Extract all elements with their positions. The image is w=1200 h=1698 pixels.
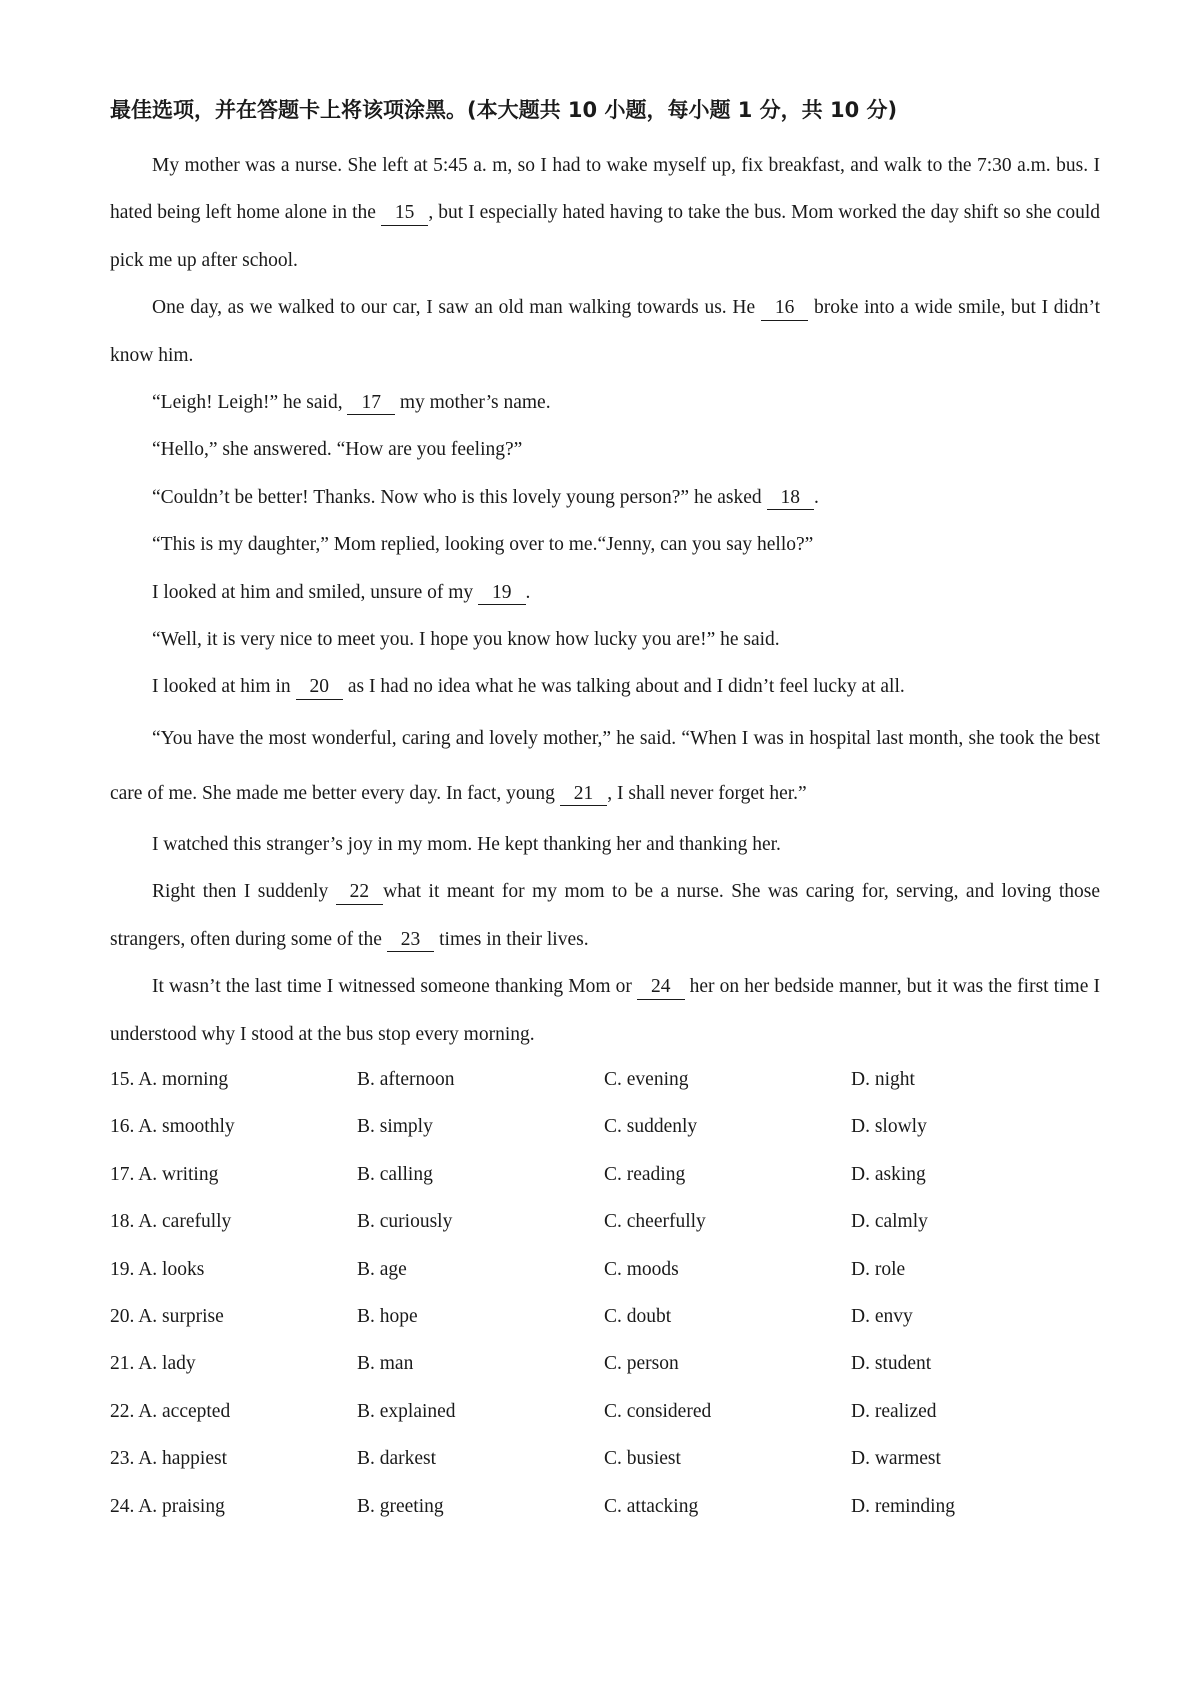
- option-22-c[interactable]: [604, 1388, 851, 1435]
- option-label: B. man: [357, 1353, 414, 1375]
- option-23-d[interactable]: [851, 1435, 1098, 1482]
- option-label: B. curiously: [357, 1211, 453, 1233]
- question-number: 18.: [110, 1211, 135, 1233]
- option-label: C. moods: [604, 1258, 679, 1280]
- option-22-b[interactable]: [357, 1388, 604, 1435]
- option-label: D. warmest: [851, 1448, 941, 1470]
- passage-paragraph: [110, 569, 1100, 616]
- option-label: B. darkest: [357, 1448, 437, 1470]
- option-label: D. calmly: [851, 1211, 928, 1233]
- option-17-b[interactable]: [357, 1151, 604, 1198]
- option-18-a[interactable]: [110, 1198, 357, 1245]
- option-20-b[interactable]: [357, 1293, 604, 1340]
- option-20-a[interactable]: [110, 1293, 357, 1340]
- question-number: 19.: [110, 1258, 135, 1280]
- passage-text: One day, as we walked to our car, I saw an old man walking towards us. He: [152, 297, 761, 319]
- option-label: B. hope: [357, 1305, 418, 1327]
- question-number: 20.: [110, 1305, 135, 1327]
- option-label: A. carefully: [138, 1211, 232, 1233]
- passage-text: “Well, it is very nice to meet you. I hope you know how lucky you are!” he said.: [152, 629, 780, 651]
- option-label: D. night: [851, 1069, 915, 1090]
- option-19-b[interactable]: [357, 1246, 604, 1293]
- question-row-17: [110, 1151, 1100, 1198]
- option-label: D. realized: [851, 1400, 937, 1422]
- option-16-d[interactable]: [851, 1103, 1098, 1150]
- option-label: B. simply: [357, 1116, 433, 1138]
- question-row-24: [110, 1483, 1100, 1530]
- passage-text: as I had no idea what he was talking about and I didn’t feel lucky at all.: [343, 676, 905, 698]
- option-label: C. attacking: [604, 1495, 699, 1517]
- question-number: 17.: [110, 1163, 135, 1185]
- section-instruction: 最佳选项，并在答题卡上将该项涂黑。(本大题共 10 小题，每小题 1 分，共 10 分): [110, 98, 898, 122]
- option-16-b[interactable]: [357, 1103, 604, 1150]
- option-23-b[interactable]: [357, 1435, 604, 1482]
- passage-paragraph: [110, 142, 1100, 284]
- passage-text: my mother’s name.: [394, 392, 551, 414]
- option-22-a[interactable]: [110, 1388, 357, 1435]
- passage-paragraph: [110, 426, 1100, 473]
- option-23-a[interactable]: [110, 1435, 357, 1482]
- option-15-b[interactable]: [357, 1056, 604, 1103]
- passage-text: I watched this stranger’s joy in my mom. He kept thanking her and thanking her.: [152, 833, 781, 855]
- option-label: A. accepted: [138, 1400, 231, 1422]
- option-21-c[interactable]: [604, 1340, 851, 1387]
- option-16-a[interactable]: [110, 1103, 357, 1150]
- option-label: D. slowly: [851, 1116, 927, 1138]
- option-19-c[interactable]: [604, 1246, 851, 1293]
- option-label: D. role: [851, 1258, 906, 1280]
- question-number: 22.: [110, 1400, 135, 1422]
- passage-text: “You have the most wonderful, caring and lovely mother,” he said. “When I was in hospital last month, she took the best care of me. She made me better every day. In fact, young: [110, 727, 1100, 804]
- option-24-c[interactable]: [604, 1483, 851, 1530]
- option-21-a[interactable]: [110, 1340, 357, 1387]
- option-label: A. lady: [138, 1353, 196, 1375]
- question-row-19: [110, 1246, 1100, 1293]
- option-18-b[interactable]: [357, 1198, 604, 1245]
- passage-text: times in their lives.: [434, 928, 589, 950]
- option-label: D. envy: [851, 1305, 913, 1327]
- passage-paragraph: [110, 868, 1100, 963]
- question-row-20: [110, 1293, 1100, 1340]
- option-21-d[interactable]: [851, 1340, 1098, 1387]
- passage-text: Right then I suddenly: [152, 881, 336, 903]
- option-15-c[interactable]: [604, 1056, 851, 1103]
- option-22-d[interactable]: [851, 1388, 1098, 1435]
- option-18-d[interactable]: [851, 1198, 1098, 1245]
- passage-paragraph: [110, 663, 1100, 710]
- passage-paragraph: [110, 821, 1100, 868]
- question-number: 15.: [110, 1069, 135, 1090]
- option-label: B. greeting: [357, 1495, 444, 1517]
- option-label: A. writing: [138, 1163, 219, 1185]
- option-label: B. explained: [357, 1400, 456, 1422]
- option-23-c[interactable]: [604, 1435, 851, 1482]
- option-20-c[interactable]: [604, 1293, 851, 1340]
- option-label: A. looks: [138, 1258, 205, 1280]
- option-label: D. student: [851, 1353, 932, 1375]
- passage-text: I looked at him and smiled, unsure of my: [152, 581, 479, 603]
- passage-text: My mother was a nurse. She left at 5:45 a. m, so I had to wake myself up, fix breakfast, and walk to the 7:30 a.m. bus. I hated being left home alone in the: [110, 155, 1100, 224]
- passage-text: , but I especially hated having to take the bus. Mom worked the day shift so she could pick me up after school.: [110, 202, 1100, 271]
- passage-paragraph: [110, 616, 1100, 663]
- option-label: C. cheerfully: [604, 1211, 706, 1233]
- option-label: C. doubt: [604, 1305, 672, 1327]
- option-label: A. surprise: [138, 1305, 224, 1327]
- passage-text: what it meant for my mom to be a nurse. She was caring for, serving, and loving those strangers, often during some of the: [110, 881, 1100, 950]
- option-label: C. person: [604, 1353, 679, 1375]
- passage-text: “Leigh! Leigh!” he said,: [152, 392, 348, 414]
- passage-text: .: [814, 486, 819, 508]
- option-label: A. smoothly: [138, 1116, 235, 1138]
- passage-text: “Hello,” she answered. “How are you feeling?”: [152, 439, 523, 461]
- option-15-d[interactable]: [851, 1056, 1098, 1103]
- question-number: 24.: [110, 1495, 135, 1517]
- option-label: B. age: [357, 1258, 407, 1280]
- passage-text: her on her bedside manner, but it was the first time I understood why I stood at the bus stop every morning.: [110, 976, 1100, 1045]
- passage-paragraph: [110, 521, 1100, 568]
- question-number: 21.: [110, 1353, 135, 1375]
- option-label: C. reading: [604, 1163, 686, 1185]
- passage-text: I looked at him in: [152, 676, 296, 698]
- option-19-d[interactable]: [851, 1246, 1098, 1293]
- passage-text: It wasn’t the last time I witnessed someone thanking Mom or: [152, 976, 638, 998]
- question-row-18: [110, 1198, 1100, 1245]
- passage-text: .: [525, 581, 531, 603]
- answer-options: [110, 1056, 1100, 1530]
- blank-16: 16: [761, 297, 809, 320]
- passage-text: , I shall never forget her.”: [607, 782, 807, 804]
- option-16-c[interactable]: [604, 1103, 851, 1150]
- question-row-21: [110, 1340, 1100, 1387]
- option-24-b[interactable]: [357, 1483, 604, 1530]
- question-row-15: [110, 1056, 1100, 1103]
- blank-18: 18: [767, 487, 815, 510]
- passage-paragraph: [110, 474, 1100, 521]
- option-label: C. evening: [604, 1069, 689, 1090]
- passage-paragraph: [110, 963, 1100, 1058]
- question-number: 16.: [110, 1116, 135, 1138]
- option-label: A. praising: [138, 1495, 225, 1517]
- blank-19: 19: [478, 582, 526, 605]
- passage-paragraph: [110, 284, 1100, 379]
- option-21-b[interactable]: [357, 1340, 604, 1387]
- option-label: B. afternoon: [357, 1069, 455, 1090]
- blank-15: 15: [381, 202, 429, 225]
- option-17-c[interactable]: [604, 1151, 851, 1198]
- option-17-a[interactable]: [110, 1151, 357, 1198]
- option-label: A. morning: [138, 1069, 229, 1090]
- option-15-a[interactable]: [110, 1056, 357, 1103]
- option-19-a[interactable]: [110, 1246, 357, 1293]
- blank-24: 24: [637, 976, 685, 999]
- blank-20: 20: [296, 676, 344, 699]
- passage-paragraph: [110, 379, 1100, 426]
- option-label: C. suddenly: [604, 1116, 698, 1138]
- blank-23: 23: [387, 929, 435, 952]
- option-24-d[interactable]: [851, 1483, 1098, 1530]
- option-label: D. reminding: [851, 1495, 955, 1517]
- passage-text: “This is my daughter,” Mom replied, looking over to me.“Jenny, can you say hello?”: [152, 534, 814, 556]
- question-number: 23.: [110, 1448, 135, 1470]
- question-row-16: [110, 1103, 1100, 1150]
- option-label: D. asking: [851, 1163, 926, 1185]
- question-row-22: [110, 1388, 1100, 1435]
- option-18-c[interactable]: [604, 1198, 851, 1245]
- passage-text: “Couldn’t be better! Thanks. Now who is this lovely young person?” he asked: [152, 486, 767, 508]
- cloze-passage: [110, 142, 1100, 1058]
- passage-text: broke into a wide smile, but I didn’t know him.: [110, 297, 1101, 366]
- option-label: B. calling: [357, 1163, 433, 1185]
- blank-22: 22: [336, 881, 384, 904]
- blank-17: 17: [347, 392, 395, 415]
- blank-21: 21: [560, 783, 608, 806]
- option-17-d[interactable]: [851, 1151, 1098, 1198]
- option-label: A. happiest: [138, 1448, 228, 1470]
- question-row-23: [110, 1435, 1100, 1482]
- option-label: C. considered: [604, 1400, 712, 1422]
- option-24-a[interactable]: [110, 1483, 357, 1530]
- option-20-d[interactable]: [851, 1293, 1098, 1340]
- option-label: C. busiest: [604, 1448, 681, 1470]
- passage-paragraph: [110, 711, 1100, 821]
